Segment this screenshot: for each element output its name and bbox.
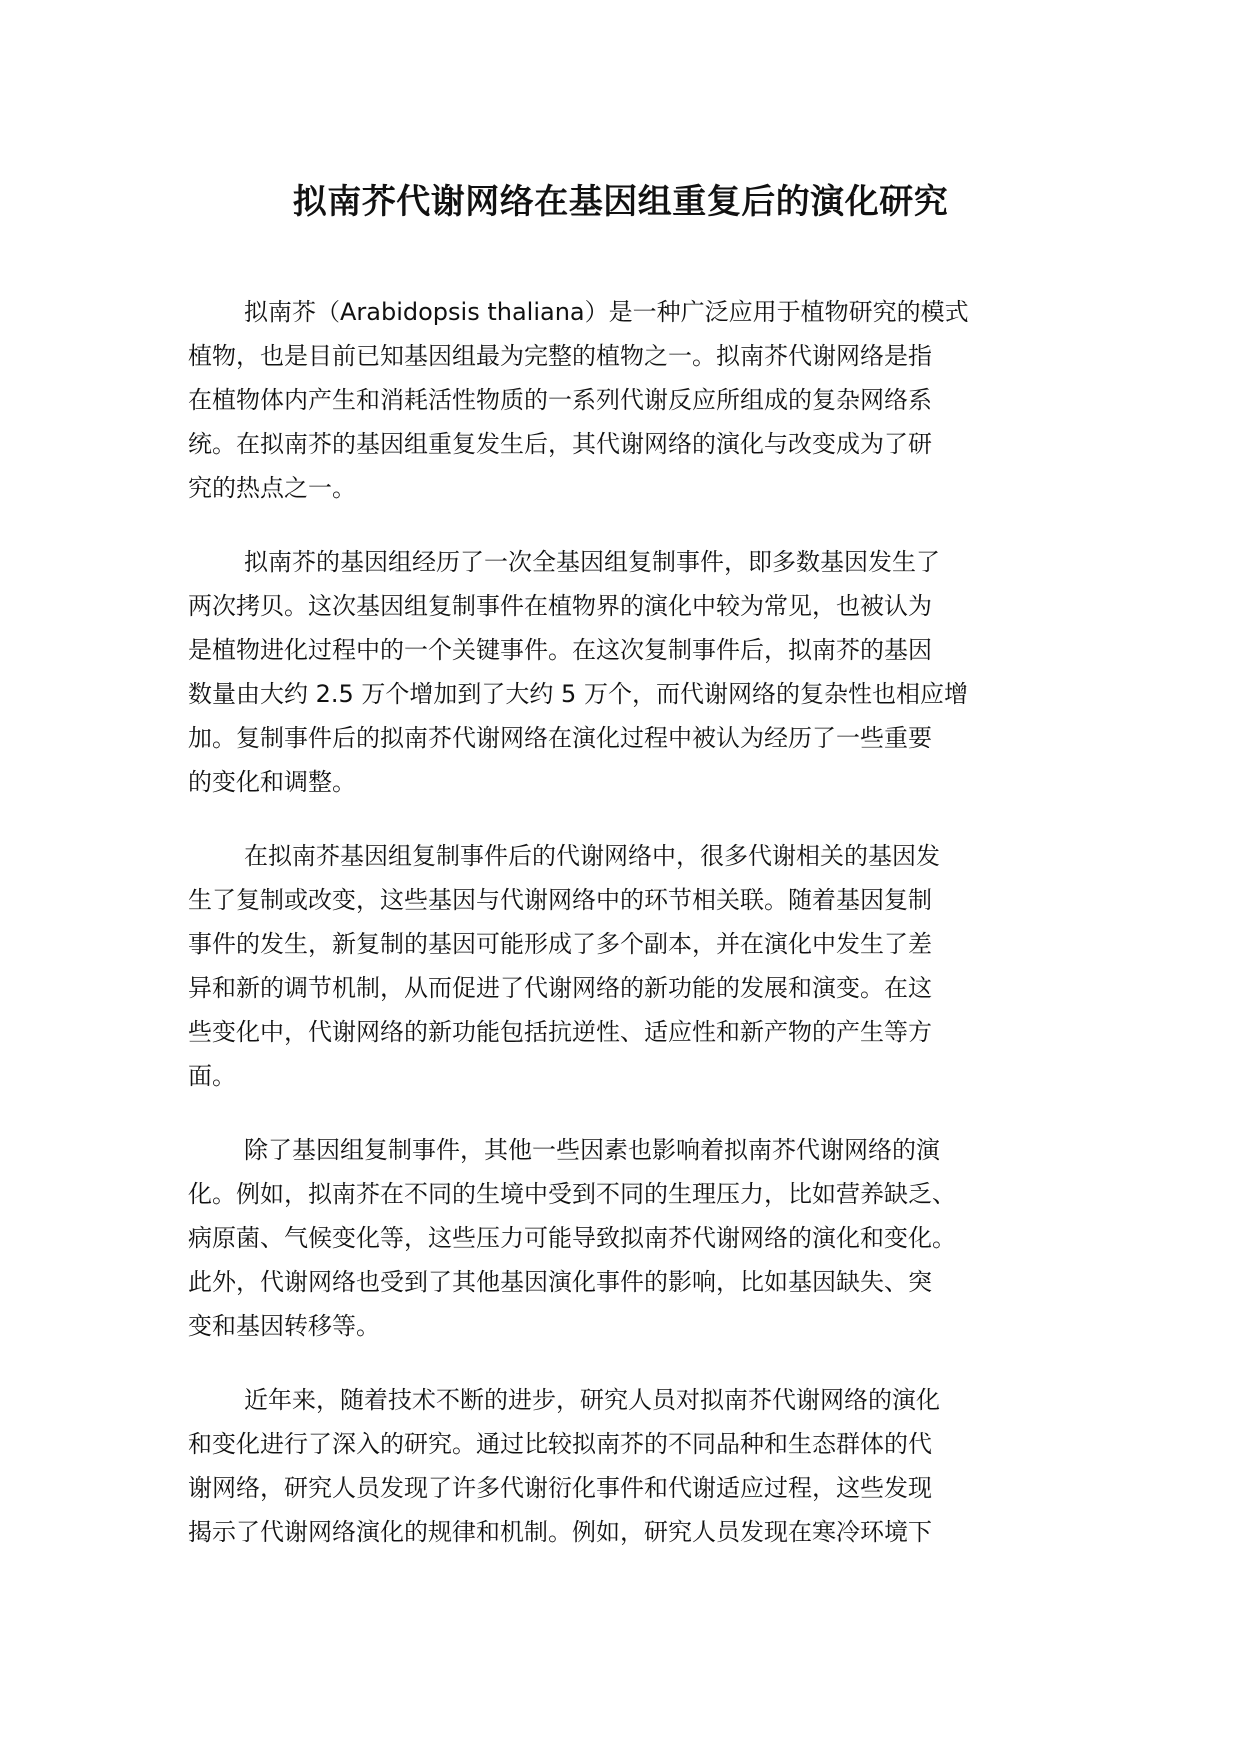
paragraph-line: 揭示了代谢网络演化的规律和机制。例如，研究人员发现在寒冷环境下 xyxy=(188,1518,932,1546)
paragraph-line: 的变化和调整。 xyxy=(188,768,356,796)
paragraph-line: 在植物体内产生和消耗活性物质的一系列代谢反应所组成的复杂网络系 xyxy=(188,386,932,414)
paragraph-line: 在拟南芥基因组复制事件后的代谢网络中，很多代谢相关的基因发 xyxy=(244,842,940,870)
paragraph-1 xyxy=(188,290,1068,510)
paragraph-5 xyxy=(188,1378,1068,1554)
paragraph-line: 事件的发生，新复制的基因可能形成了多个副本，并在演化中发生了差 xyxy=(188,930,932,958)
paragraph-line: 此外，代谢网络也受到了其他基因演化事件的影响，比如基因缺失、突 xyxy=(188,1268,932,1296)
paragraph-line: 拟南芥的基因组经历了一次全基因组复制事件，即多数基因发生了 xyxy=(244,548,940,576)
paragraph-line: 统。在拟南芥的基因组重复发生后，其代谢网络的演化与改变成为了研 xyxy=(188,430,932,458)
paragraph-line: 变和基因转移等。 xyxy=(188,1312,380,1340)
paragraph-4 xyxy=(188,1128,1068,1348)
paragraph-3 xyxy=(188,834,1068,1098)
paragraph-line: 是植物进化过程中的一个关键事件。在这次复制事件后，拟南芥的基因 xyxy=(188,636,932,664)
paragraph-line: 加。复制事件后的拟南芥代谢网络在演化过程中被认为经历了一些重要 xyxy=(188,724,932,752)
document-title: 拟南芥代谢网络在基因组重复后的演化研究 xyxy=(292,182,949,222)
paragraph-line: 异和新的调节机制，从而促进了代谢网络的新功能的发展和演变。在这 xyxy=(188,974,932,1002)
paragraph-line: 数量由大约 2.5 万个增加到了大约 5 万个，而代谢网络的复杂性也相应增 xyxy=(188,680,968,708)
paragraph-2 xyxy=(188,540,1068,804)
paragraph-line: 生了复制或改变，这些基因与代谢网络中的环节相关联。随着基因复制 xyxy=(188,886,932,914)
paragraph-line: 谢网络，研究人员发现了许多代谢衍化事件和代谢适应过程，这些发现 xyxy=(188,1474,932,1502)
document-body xyxy=(188,290,1068,1584)
paragraph-line: 拟南芥（Arabidopsis thaliana）是一种广泛应用于植物研究的模式 xyxy=(244,298,969,326)
paragraph-line: 病原菌、气候变化等，这些压力可能导致拟南芥代谢网络的演化和变化。 xyxy=(188,1224,956,1252)
paragraph-line: 面。 xyxy=(188,1062,236,1090)
paragraph-line: 和变化进行了深入的研究。通过比较拟南芥的不同品种和生态群体的代 xyxy=(188,1430,932,1458)
paragraph-line: 近年来，随着技术不断的进步，研究人员对拟南芥代谢网络的演化 xyxy=(244,1386,940,1414)
paragraph-line: 两次拷贝。这次基因组复制事件在植物界的演化中较为常见，也被认为 xyxy=(188,592,932,620)
paragraph-line: 究的热点之一。 xyxy=(188,474,356,502)
paragraph-line: 化。例如，拟南芥在不同的生境中受到不同的生理压力，比如营养缺乏、 xyxy=(188,1180,956,1208)
paragraph-line: 植物，也是目前已知基因组最为完整的植物之一。拟南芥代谢网络是指 xyxy=(188,342,932,370)
paragraph-line: 除了基因组复制事件，其他一些因素也影响着拟南芥代谢网络的演 xyxy=(244,1136,940,1164)
paragraph-line: 些变化中，代谢网络的新功能包括抗逆性、适应性和新产物的产生等方 xyxy=(188,1018,932,1046)
